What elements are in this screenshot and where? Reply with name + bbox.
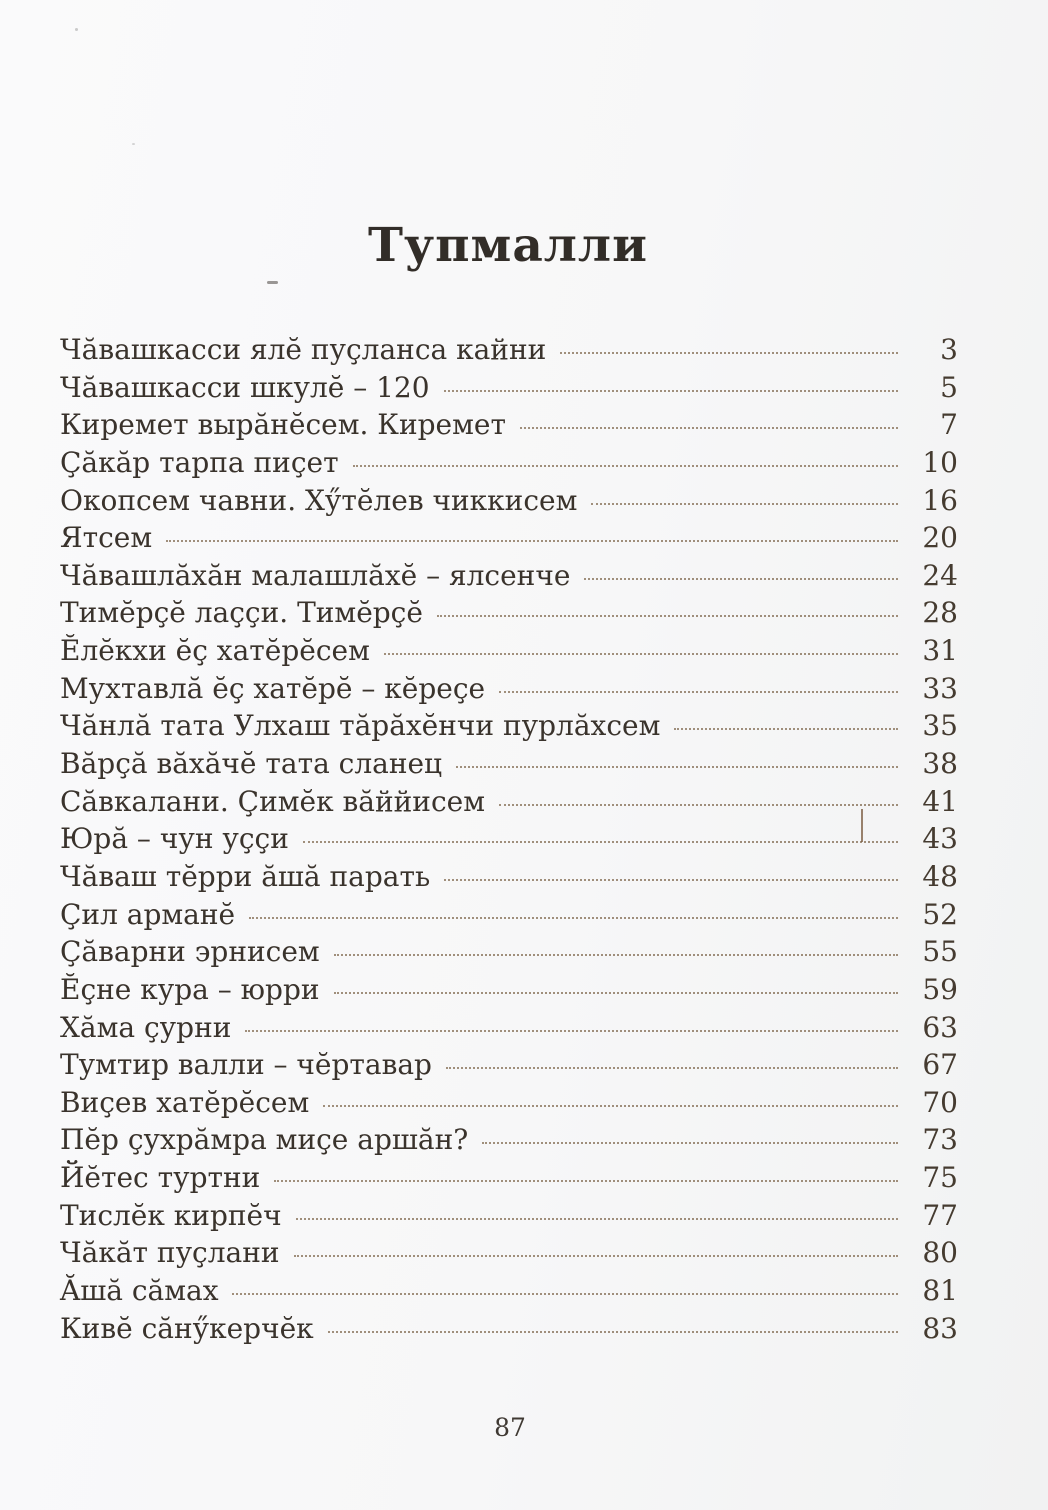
toc-leader-dots: [334, 954, 898, 956]
toc-leader-dots: [294, 1255, 898, 1257]
toc-entry-page: 83: [922, 1311, 958, 1345]
toc-entry-title: Тумтир валли – чĕртавар: [60, 1048, 432, 1082]
toc-entry-page: 52: [922, 897, 958, 931]
toc-entry-title: Вăрçă вăхăчĕ тата сланец: [60, 747, 443, 781]
toc-entry-title: Чăвашкасси ялĕ пуçланса кайни: [60, 333, 547, 366]
toc-entry: [60, 1121, 958, 1159]
scan-artifact-speck: [75, 28, 78, 31]
toc-entry: [60, 1084, 958, 1122]
toc-entry: [60, 331, 958, 369]
toc-entry-title: Киремет вырăнĕсем. Киремет: [60, 408, 506, 442]
toc-entry-page: 24: [922, 558, 958, 592]
toc-entry-page: 28: [922, 596, 958, 630]
toc-entry-title: Юрă – чун уççи: [60, 822, 289, 856]
toc-leader-dots: [499, 691, 898, 693]
toc-entry-page: 16: [922, 483, 958, 517]
toc-leader-dots: [334, 992, 898, 994]
toc-leader-dots: [249, 917, 898, 919]
toc-entry-page: 20: [922, 521, 958, 555]
toc-entry: [60, 482, 958, 520]
toc-entry: [60, 971, 958, 1009]
toc-entry-title: Чăкăт пуçлани: [60, 1236, 280, 1270]
toc-entry: [60, 1234, 958, 1272]
toc-entry-title: Кивĕ сăнӳкерчĕк: [60, 1311, 314, 1345]
page-title: Тупмалли: [368, 218, 648, 273]
toc-entry-page: 55: [922, 935, 958, 969]
toc-leader-dots: [274, 1180, 898, 1182]
toc-entry-title: Ĕçне кура – юрри: [60, 972, 320, 1006]
toc-entry-title: Йĕтес туртни: [60, 1161, 261, 1195]
toc-leader-dots: [444, 879, 898, 881]
toc-entry: [60, 1272, 958, 1310]
toc-entry: [60, 1159, 958, 1197]
scan-artifact-dash: [267, 281, 278, 284]
toc-entry: [60, 670, 958, 708]
toc-entry-title: Чăваш тĕрри ăшă парать: [60, 859, 431, 893]
toc-entry: [60, 783, 958, 821]
toc-entry-title: Окопсем чавни. Хӳтĕлев чиккисем: [60, 483, 578, 517]
toc-entry-title: Чăвашлăхăн малашлăхĕ – ялсенче: [60, 558, 571, 592]
toc-leader-dots: [437, 615, 898, 617]
toc-entry: [60, 1197, 958, 1235]
toc-entry-page: 81: [922, 1274, 958, 1308]
toc-entry: [60, 557, 958, 595]
toc-leader-dots: [444, 390, 898, 392]
toc-entry-title: Пĕр çухрăмра миçе аршăн?: [60, 1123, 469, 1157]
toc-entry: [60, 1009, 958, 1047]
toc-leader-dots: [456, 766, 898, 768]
toc-entry: [60, 369, 958, 407]
toc-entry-title: Сăвкалани. Çимĕк вăййисем: [60, 784, 485, 818]
toc-entry-title: Ĕлĕкхи ĕç хатĕрĕсем: [60, 634, 370, 668]
scan-artifact-vertical-line: [861, 809, 863, 842]
toc-leader-dots: [328, 1331, 898, 1333]
toc-entry: [60, 933, 958, 971]
toc-leader-dots: [520, 427, 898, 429]
toc-leader-dots: [446, 1067, 898, 1069]
toc-entry-title: Çăварни эрнисем: [60, 935, 320, 969]
toc-entry-title: Çăкăр тарпа пиçет: [60, 445, 339, 479]
toc-leader-dots: [560, 352, 898, 354]
toc-entry-page: 43: [922, 822, 958, 856]
toc-leader-dots: [499, 804, 898, 806]
toc-entry-page: 38: [922, 747, 958, 781]
toc-leader-dots: [584, 578, 898, 580]
toc-entry-page: 59: [922, 972, 958, 1006]
toc-entry: [60, 820, 958, 858]
toc-entry-page: 33: [922, 671, 958, 705]
toc-entry-page: 7: [940, 408, 958, 442]
toc-entry: [60, 745, 958, 783]
toc-leader-dots: [232, 1293, 898, 1295]
toc-leader-dots: [384, 653, 898, 655]
toc-leader-dots: [674, 728, 898, 730]
toc-entry-page: 67: [922, 1048, 958, 1082]
toc-entry-title: Тислĕк кирпĕч: [60, 1198, 282, 1232]
toc-entry-page: 31: [922, 634, 958, 668]
toc-leader-dots: [303, 841, 898, 843]
toc-entry-title: Чăвашкасси шкулĕ – 120: [60, 370, 430, 404]
toc-leader-dots: [353, 465, 898, 467]
toc-entry-page: 63: [922, 1010, 958, 1044]
toc-entry: [60, 896, 958, 934]
page-number: 87: [494, 1413, 526, 1442]
toc-entry-page: 3: [940, 333, 958, 366]
toc-leader-dots: [591, 503, 898, 505]
toc-entry: [60, 406, 958, 444]
scan-artifact-speck: [132, 143, 135, 145]
toc-entry-title: Çил арманĕ: [60, 897, 236, 931]
toc-entry-page: 10: [922, 445, 958, 479]
toc-entry-page: 48: [922, 859, 958, 893]
toc-list: [60, 331, 958, 1347]
toc-leader-dots: [166, 540, 898, 542]
toc-entry: [60, 594, 958, 632]
toc-entry-title: Мухтавлă ĕç хатĕрĕ – кĕреçе: [60, 671, 486, 705]
toc-leader-dots: [482, 1142, 898, 1144]
toc-leader-dots: [245, 1030, 898, 1032]
toc-entry-title: Хăма çурни: [60, 1010, 232, 1044]
toc-entry-page: 70: [922, 1085, 958, 1119]
toc-entry-title: Ăшă сăмах: [60, 1274, 219, 1308]
toc-entry-page: 77: [922, 1198, 958, 1232]
toc-entry-title: Тимĕрçĕ лаççи. Тимĕрçĕ: [60, 596, 423, 630]
toc-entry: [60, 1310, 958, 1348]
toc-entry-page: 75: [922, 1161, 958, 1195]
toc-entry-page: 5: [940, 370, 958, 404]
toc-entry: [60, 1046, 958, 1084]
toc-entry-page: 35: [922, 709, 958, 743]
toc-entry: [60, 858, 958, 896]
toc-entry-page: 80: [922, 1236, 958, 1270]
toc-entry: [60, 519, 958, 557]
toc-entry: [60, 444, 958, 482]
toc-entry: [60, 707, 958, 745]
toc-leader-dots: [296, 1218, 898, 1220]
toc-leader-dots: [323, 1105, 898, 1107]
toc-entry: [60, 632, 958, 670]
toc-entry-title: Виçев хатĕрĕсем: [60, 1085, 310, 1119]
toc-entry-page: 73: [922, 1123, 958, 1157]
toc-entry-page: 41: [922, 784, 958, 818]
toc-entry-title: Ятсем: [60, 521, 153, 555]
toc-entry-title: Чăнлă тата Улхаш тăрăхĕнчи пурлăхсем: [60, 709, 661, 743]
